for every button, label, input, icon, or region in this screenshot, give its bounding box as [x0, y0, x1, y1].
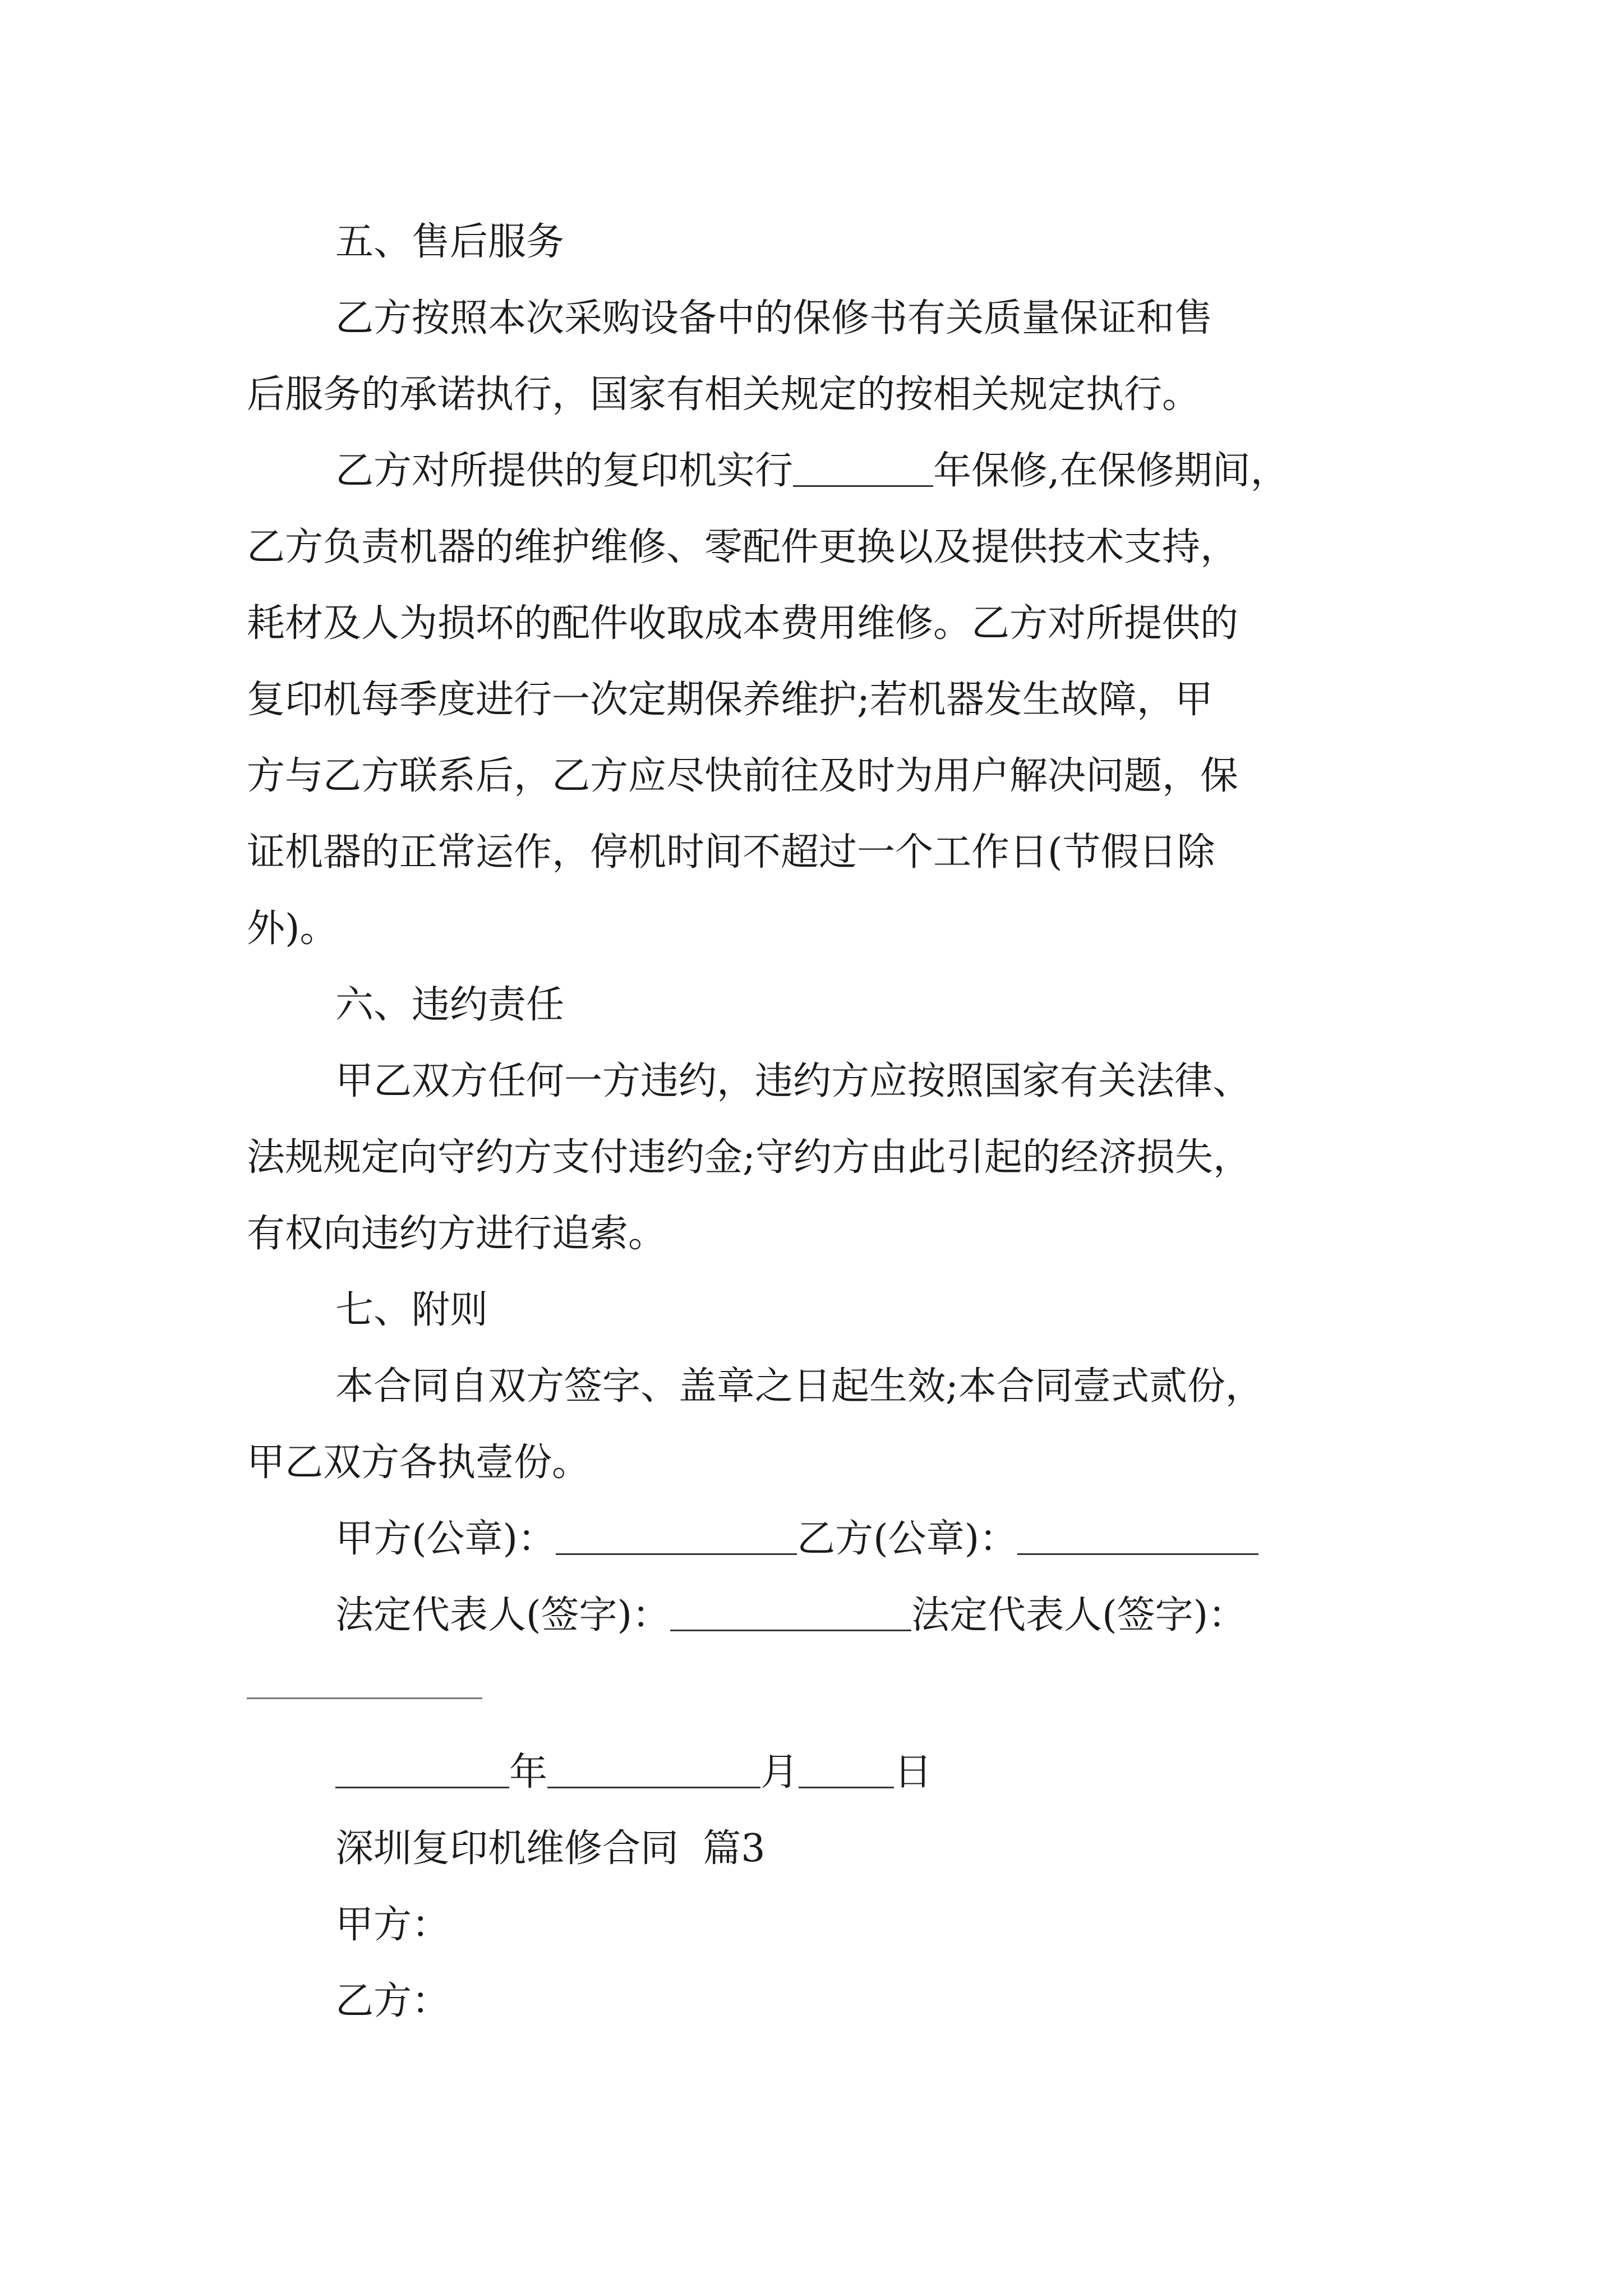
- paragraph-line: 耗材及人为损坏的配件收取成本费用维修。乙方对所提供的: [247, 601, 1239, 646]
- paragraph-line: 有权向违约方进行追索。: [247, 1212, 667, 1256]
- party-b-rep-blank[interactable]: [247, 1697, 482, 1699]
- next-contract-title: 深圳复印机维修合同 篇3: [335, 1826, 766, 1871]
- section-heading-liability: 六、违约责任: [335, 983, 565, 1027]
- paragraph-line: 后服务的承诺执行，国家有相关规定的按相关规定执行。: [247, 372, 1201, 417]
- party-a-rep-label: 法定代表人(签字)：: [335, 1593, 671, 1637]
- representative-line: [335, 1593, 1247, 1637]
- party-a-seal-blank[interactable]: [556, 1553, 797, 1555]
- day-blank[interactable]: [799, 1787, 894, 1788]
- paragraph-text: 年保修,在保修期间，: [933, 449, 1289, 493]
- paragraph-line: 乙方按照本次采购设备中的保修书有关质量保证和售: [335, 296, 1213, 341]
- party-b-seal-blank[interactable]: [1017, 1553, 1258, 1555]
- seal-line: [335, 1517, 1258, 1561]
- paragraph-line: 法规规定向守约方支付违约金;守约方由此引起的经济损失，: [247, 1135, 1251, 1180]
- paragraph-line: 乙方负责机器的维护维修、零配件更换以及提供技术支持，: [247, 525, 1239, 569]
- section-heading-supplementary: 七、附则: [335, 1288, 488, 1332]
- warranty-line: [335, 449, 1289, 493]
- party-a-seal-label: 甲方(公章)：: [335, 1517, 556, 1561]
- party-b-label: 乙方：: [335, 1979, 450, 2023]
- paragraph-text: 乙方对所提供的复印机实行: [335, 449, 794, 493]
- year-label: 年: [509, 1750, 548, 1795]
- party-a-label: 甲方：: [335, 1903, 450, 1947]
- date-line: [335, 1750, 933, 1795]
- party-b-seal-label: 乙方(公章)：: [797, 1517, 1018, 1561]
- warranty-years-blank[interactable]: [793, 485, 933, 487]
- paragraph-line: 方与乙方联系后，乙方应尽快前往及时为用户解决问题，保: [247, 754, 1239, 798]
- section-heading-after-sales: 五、售后服务: [335, 220, 565, 264]
- party-b-rep-label: 法定代表人(签字)：: [911, 1593, 1247, 1637]
- day-label: 日: [894, 1750, 933, 1795]
- paragraph-line: 甲乙双方各执壹份。: [247, 1441, 591, 1485]
- paragraph-line: 甲乙双方任何一方违约，违约方应按照国家有关法律、: [335, 1059, 1251, 1103]
- party-a-rep-blank[interactable]: [670, 1630, 911, 1631]
- paragraph-line: 证机器的正常运作，停机时间不超过一个工作日(节假日除: [247, 830, 1215, 875]
- paragraph-line: 本合同自双方签字、盖章之日起生效;本合同壹式贰份，: [335, 1364, 1264, 1409]
- year-blank[interactable]: [335, 1787, 509, 1788]
- paragraph-line: 复印机每季度进行一次定期保养维护;若机器发生故障，甲: [247, 678, 1213, 722]
- paragraph-line: 外)。: [247, 907, 338, 951]
- month-blank[interactable]: [547, 1787, 760, 1788]
- month-label: 月: [760, 1750, 799, 1795]
